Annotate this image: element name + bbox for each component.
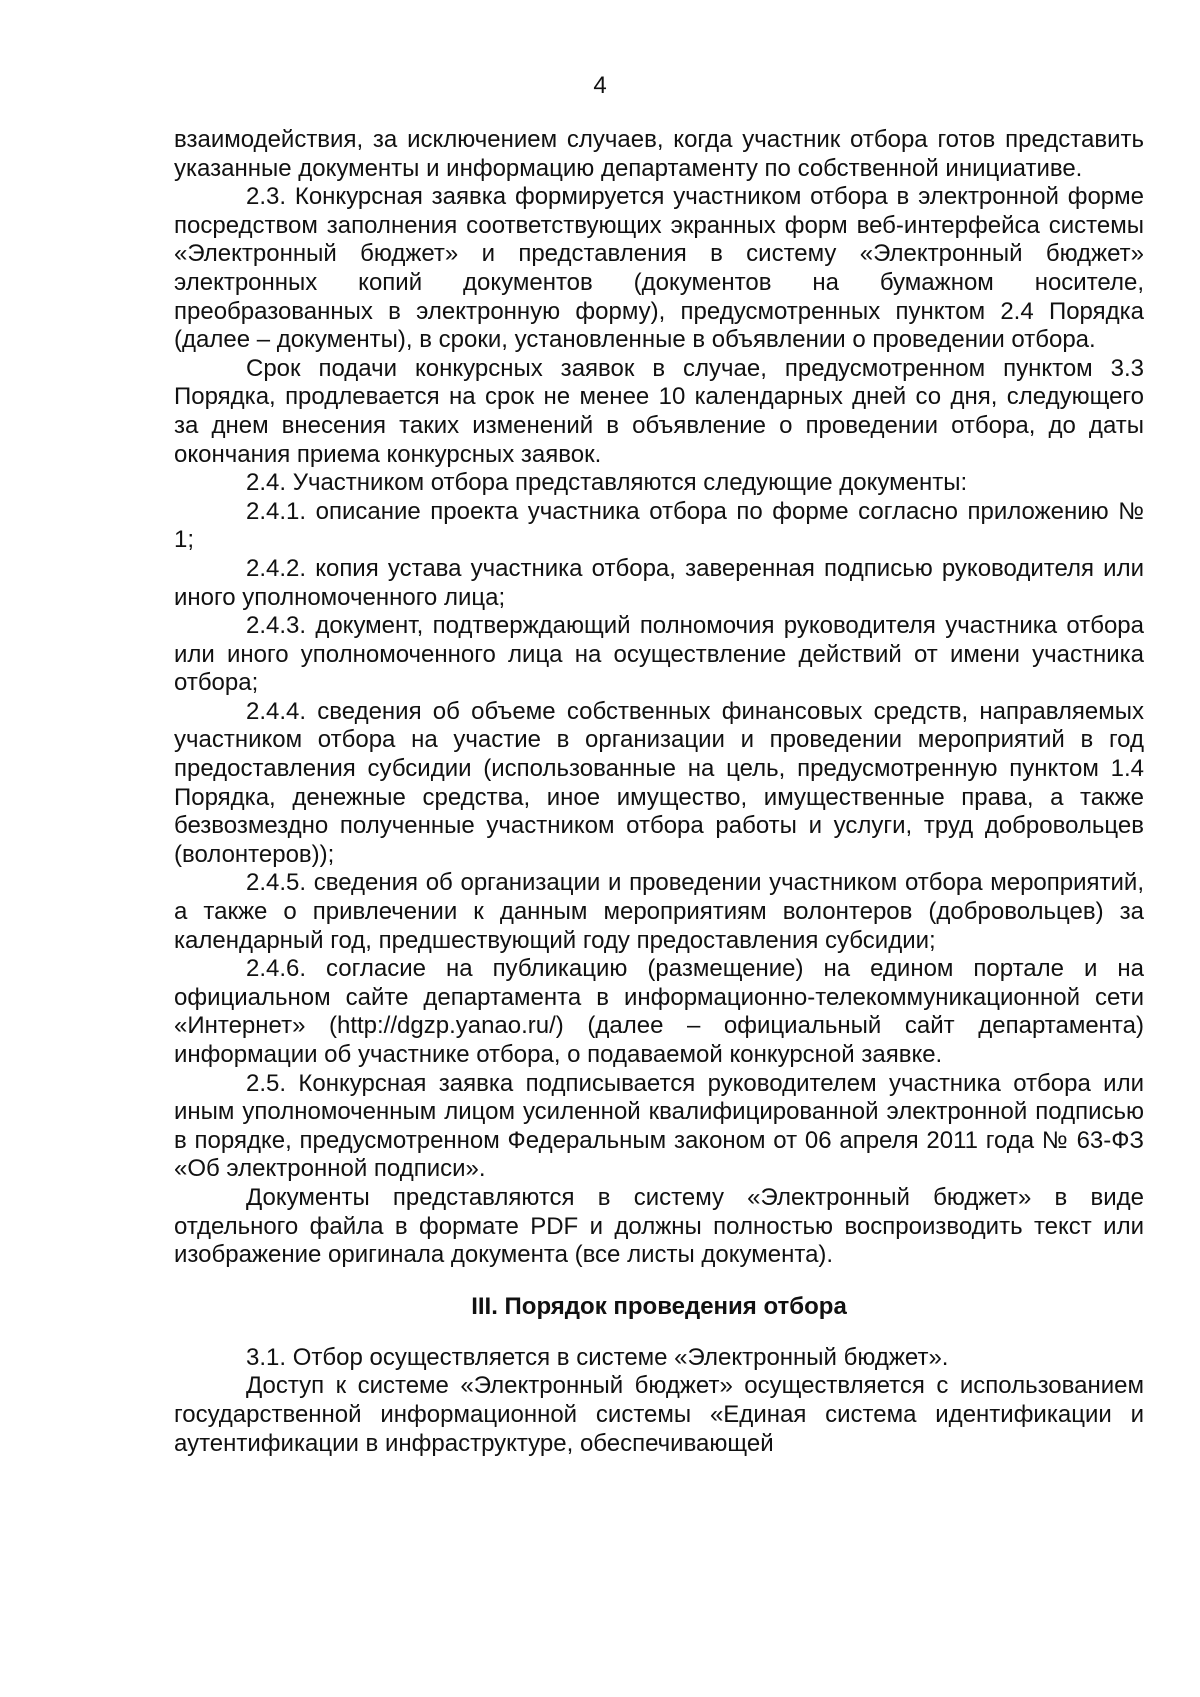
paragraph-2-4-2: 2.4.2. копия устава участника отбора, заверенная подписью руководителя или иного уполномоченного лица; xyxy=(174,554,1144,611)
paragraph-access: Доступ к системе «Электронный бюджет» осуществляется с использованием государственной информационной системы «Единая система идентификации и аутентификации в инфраструктуре, обеспечивающей xyxy=(174,1372,1144,1457)
paragraph-2-4-6: 2.4.6. согласие на публикацию (размещение) на едином портале и на официальном сайте департамента в информационно-телекоммуникационной сети «Интернет» (http://dgzp.yanao.ru/) (далее – официальный сайт департамента) информации об участнике отбора, о подаваемой конкурсной заявке. xyxy=(174,955,1144,1068)
section-heading: III. Порядок проведения отбора xyxy=(471,1292,847,1320)
document-body xyxy=(174,126,1144,1458)
paragraph-2-4-3: 2.4.3. документ, подтверждающий полномочия руководителя участника отбора или иного уполномоченного лица на осуществление действий от имени участника отбора; xyxy=(174,612,1144,697)
paragraph-2-5: 2.5. Конкурсная заявка подписывается руководителем участника отбора или иным уполномоченным лицом усиленной квалифицированной электронной подписью в порядке, предусмотренном Федеральным законом от 06 апреля 2011 года № 63-ФЗ «Об электронной подписи». xyxy=(174,1069,1144,1183)
paragraph-deadline-extension: Срок подачи конкурсных заявок в случае, предусмотренном пунктом 3.3 Порядка, продлевается на срок не менее 10 календарных дней со дня, следующего за днем внесения таких изменений в объявление о проведении отбора, до даты окончания приема конкурсных заявок. xyxy=(174,354,1144,468)
paragraph-2-4-4: 2.4.4. сведения об объеме собственных финансовых средств, направляемых участником отбора на участие в организации и проведении мероприятий в год предоставления субсидии (использованные на цель, предусмотренную пунктом 1.4 Порядка, денежные средства, иное имущество, имущественные права, а также безвозмездно полученные участником отбора работы и услуги, труд добровольцев (волонтеров)); xyxy=(174,697,1144,868)
page-number: 4 xyxy=(593,72,607,99)
paragraph-2-4-1: 2.4.1. описание проекта участника отбора по форме согласно приложению № 1; xyxy=(174,497,1144,554)
paragraph-pdf-format: Документы представляются в систему «Электронный бюджет» в виде отдельного файла в формате PDF и должны полностью воспроизводить текст или изображение оригинала документа (все листы документа). xyxy=(174,1183,1144,1269)
paragraph-2-3: 2.3. Конкурсная заявка формируется участником отбора в электронной форме посредством заполнения соответствующих экранных форм веб-интерфейса системы «Электронный бюджет» и представления в систему «Электронный бюджет» электронных копий документов (документов на бумажном носителе, преобразованных в электронную форму), предусмотренных пунктом 2.4 Порядка (далее – документы), в сроки, установленные в объявлении о проведении отбора. xyxy=(174,183,1144,354)
paragraph-continuation: взаимодействия, за исключением случаев, когда участник отбора готов представить указанные документы и информацию департаменту по собственной инициативе. xyxy=(174,126,1144,182)
paragraph-3-1: 3.1. Отбор осуществляется в системе «Электронный бюджет». xyxy=(246,1343,949,1371)
paragraph-2-4: 2.4. Участником отбора представляются следующие документы: xyxy=(246,469,968,497)
paragraph-2-4-5: 2.4.5. сведения об организации и проведении участником отбора мероприятий, а также о привлечении к данным мероприятиям волонтеров (добровольцев) за календарный год, предшествующий году предоставления субсидии; xyxy=(174,869,1144,954)
